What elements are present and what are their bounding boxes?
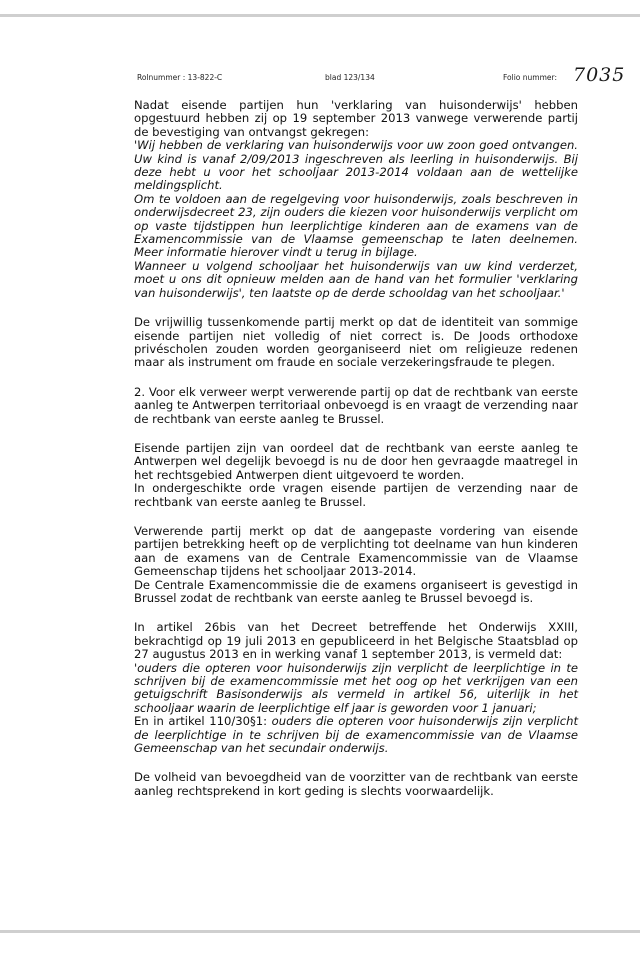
quote-next-year: Wanneer u volgend schooljaar het huisonderwijs van uw kind verderzet, moet u ons dit opnieuw melden aan de hand van het formulier 'verklaring van huisonderwijs', ten laatste op de derde schooldag van het schooljaar.'	[134, 258, 578, 300]
top-rule	[0, 14, 640, 17]
folio-label: Folio nummer:	[503, 73, 557, 82]
paragraph-defendant-exams	[134, 525, 578, 605]
confirmation-intro: Nadat eisende partijen hun 'verklaring van huisonderwijs' hebben opgestuurd hebben zij op 19 september 2013 vanwege verwerende partij de bevestiging van ontvangst gekregen:	[134, 98, 578, 139]
bottom-rule	[0, 930, 640, 933]
quote-receipt: 'Wij hebben de verklaring van huisonderwijs voor uw zoon goed ontvangen. Uw kind is vanaf 2/09/2013 ingeschreven als leerling in huisonderwijs. Bij deze hebt u voor het schooljaar 2013-2014 voldaan aan de wettelijke meldingsplicht.	[134, 138, 578, 193]
article-quote-basis: 'ouders die opteren voor huisonderwijs zijn verplicht de leerplichtige in te schrijven bij de examencommissie met het oog op het verkrijgen van een getuigschrift Basisonderwijs als vermeld in artikel 56, uiterlijk in het schooljaar waarin de leerplichtige elf jaar is geworden voor 1 januari;	[134, 660, 578, 715]
plaintiffs-competence: Eisende partijen zijn van oordeel dat de rechtbank van eerste aanleg te Antwerpen wel degelijk bevoegd is nu de door hen gevraagde maatregel in het rechtsgebied Antwerpen dient uitgevoerd te worden.	[134, 440, 578, 482]
paragraph-confirmation	[134, 99, 578, 300]
plaintiffs-subsidiary: In ondergeschikte orde vragen eisende partijen de verzending naar de rechtbank van eerste aanleg te Brussel.	[134, 481, 578, 509]
article-110-lead: En in artikel 110/30§1:	[134, 714, 272, 729]
defendant-brussels: De Centrale Examencommissie die de examens organiseert is gevestigd in Brussel zodat de rechtbank van eerste aanleg te Brussel bevoegd is.	[134, 577, 578, 605]
roll-number: Rolnummer : 13-822-C	[137, 73, 223, 82]
paragraph-intervening-party: De vrijwillig tussenkomende partij merkt op dat de identiteit van sommige eisende partijen niet volledig of niet correct is. De Joods orthodoxe privéscholen zouden worden georganiseerd niet om religieuze redenen maar als instrument om fraude en sociale verzekeringsfraude te plegen.	[134, 315, 578, 370]
folio-number-handwritten: 7035	[573, 64, 626, 86]
page-number: blad 123/134	[325, 73, 375, 82]
article-110-quote: ouders die opteren voor huisonderwijs zijn verplicht de leerplichtige in te schrijven bij de examencommissie van de Vlaamse Gemeenschap van het secundair onderwijs.	[134, 714, 578, 756]
paragraph-conditional-competence: De volheid van bevoegdheid van de voorzitter van de rechtbank van eerste aanleg rechtsprekend in kort geding is slechts voorwaardelijk.	[134, 770, 578, 798]
document-body	[134, 99, 578, 814]
article-intro: In artikel 26bis van het Decreet betreffende het Onderwijs XXIII, bekrachtigd op 19 juli 2013 en gepubliceerd in het Belgische Staatsblad op 27 augustus 2013 en in werking vanaf 1 september 2013, is vermeld dat:	[134, 620, 578, 662]
quote-regulation: Om te voldoen aan de regelgeving voor huisonderwijs, zoals beschreven in onderwijsdecreet 23, zijn ouders die kiezen voor huisonderwijs verplicht om op vaste tijdstippen hun leerplichtige kinderen aan de examens van de Examencommissie van de Vlaamse gemeenschap te laten deelnemen. Meer informatie hierover vindt u terug in bijlage.	[134, 191, 578, 260]
page-header	[133, 64, 626, 86]
paragraph-article-26bis	[134, 621, 578, 755]
defendant-exams-claim: Verwerende partij merkt op dat de aangepaste vordering van eisende partijen betrekking heeft op de verplichting tot deelname van hun kinderen aan de examens van de Centrale Examencommissie van de Vlaamse Gemeenschap tijdens het schooljaar 2013-2014.	[134, 523, 578, 579]
paragraph-jurisdiction-defense: 2. Voor elk verweer werpt verwerende partij op dat de rechtbank van eerste aanleg te Antwerpen territoriaal onbevoegd is en vraagt de verzending naar de rechtbank van eerste aanleg te Brussel.	[134, 384, 578, 426]
paragraph-plaintiffs-position	[134, 442, 578, 509]
